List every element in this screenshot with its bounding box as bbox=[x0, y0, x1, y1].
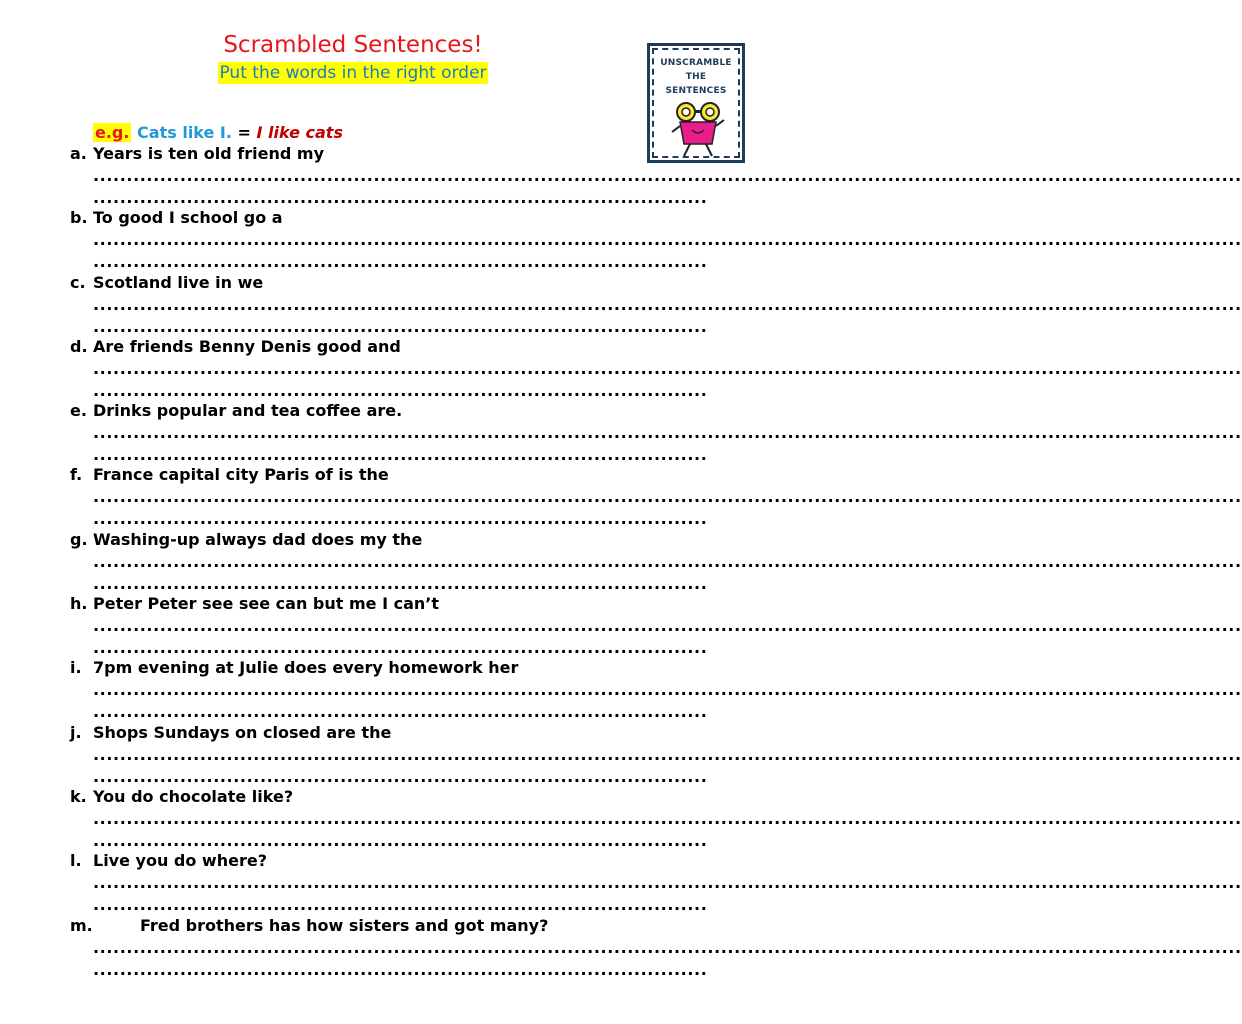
answer-line[interactable]: ............................................................................................................................................................................ bbox=[93, 166, 1242, 185]
scrambled-sentence: Peter Peter see see can but me I can’t bbox=[93, 594, 439, 614]
example-equals: = bbox=[237, 123, 251, 142]
sentence-item bbox=[0, 915, 1242, 979]
scrambled-sentence: Washing-up always dad does my the bbox=[93, 529, 423, 549]
answer-line-continued[interactable]: ............................................................................................ bbox=[93, 766, 708, 786]
item-marker: c. bbox=[70, 272, 86, 292]
item-marker: d. bbox=[70, 336, 88, 356]
answer-line-continued[interactable]: ............................................................................................ bbox=[93, 895, 708, 915]
scrambled-sentence: Years is ten old friend my bbox=[93, 144, 324, 163]
answer-line-continued[interactable]: ............................................................................................ bbox=[93, 702, 708, 722]
sentence-item bbox=[0, 464, 1242, 529]
sentence-item bbox=[0, 529, 1242, 593]
answer-line-continued[interactable]: ............................................................................................ bbox=[93, 573, 708, 593]
sentence-item bbox=[0, 850, 1242, 915]
answer-line-continued[interactable]: ............................................................................................ bbox=[93, 252, 708, 272]
example-answer: I like cats bbox=[256, 123, 343, 142]
sentence-item bbox=[0, 722, 1242, 786]
answer-line-continued[interactable]: ............................................................................................ bbox=[93, 445, 708, 465]
sentence-item bbox=[0, 593, 1242, 658]
answer-line[interactable]: ............................................................................................................................................................................ bbox=[93, 744, 1242, 764]
scrambled-sentence: Shops Sundays on closed are the bbox=[93, 722, 392, 742]
answer-line[interactable]: ............................................................................................................................................................................ bbox=[93, 937, 1242, 957]
answer-line-continued[interactable]: ............................................................................................ bbox=[93, 509, 708, 529]
answer-line[interactable]: ............................................................................................................................................................................ bbox=[93, 294, 1242, 314]
page-subtitle: Put the words in the right order bbox=[219, 63, 487, 83]
sentence-item bbox=[0, 336, 1242, 400]
answer-line[interactable]: ............................................................................................................................................................................ bbox=[93, 423, 1242, 443]
subtitle-container bbox=[0, 62, 706, 84]
answer-line[interactable]: ............................................................................................................................................................................ bbox=[93, 873, 1242, 893]
scrambled-sentence: France capital city Paris of is the bbox=[93, 465, 389, 485]
scrambled-sentence: Live you do where? bbox=[93, 851, 267, 871]
scrambled-sentence: Fred brothers has how sisters and got many? bbox=[140, 915, 549, 935]
answer-line-continued[interactable]: ............................................................................................ bbox=[93, 188, 708, 207]
item-marker: g. bbox=[70, 529, 88, 549]
scrambled-sentence: You do chocolate like? bbox=[93, 786, 294, 806]
answer-line[interactable]: ............................................................................................................................................................................ bbox=[93, 358, 1242, 378]
item-marker: m. bbox=[70, 915, 93, 935]
item-marker: i. bbox=[70, 658, 82, 678]
scrambled-sentence: 7pm evening at Julie does every homework her bbox=[93, 658, 519, 678]
answer-line[interactable]: ............................................................................................................................................................................ bbox=[93, 616, 1242, 636]
answer-line-continued[interactable]: ............................................................................................ bbox=[93, 830, 708, 850]
sentence-list bbox=[0, 143, 1242, 979]
sentence-item bbox=[0, 657, 1242, 722]
sentence-item bbox=[0, 272, 1242, 336]
answer-line-continued[interactable]: ............................................................................................ bbox=[93, 638, 708, 658]
sentence-item bbox=[0, 143, 1242, 207]
item-marker: l. bbox=[70, 851, 82, 871]
answer-line-continued[interactable]: ............................................................................................ bbox=[93, 959, 708, 979]
badge-text: UNSCRAMBLE THE SENTENCES bbox=[660, 58, 732, 96]
item-marker: k. bbox=[70, 786, 87, 806]
answer-line[interactable]: ............................................................................................................................................................................ bbox=[93, 808, 1242, 828]
example-line bbox=[93, 122, 343, 144]
example-tag: e.g. bbox=[95, 123, 130, 142]
scrambled-sentence: Scotland live in we bbox=[93, 272, 264, 292]
item-marker: f. bbox=[70, 465, 83, 485]
sentence-item bbox=[0, 786, 1242, 850]
sentence-item bbox=[0, 400, 1242, 465]
answer-line[interactable]: ............................................................................................................................................................................ bbox=[93, 230, 1242, 250]
item-marker: e. bbox=[70, 401, 87, 421]
answer-line[interactable]: ............................................................................................................................................................................ bbox=[93, 551, 1242, 571]
answer-line[interactable]: ............................................................................................................................................................................ bbox=[93, 487, 1242, 507]
scrambled-sentence: Drinks popular and tea coffee are. bbox=[93, 401, 403, 421]
scrambled-sentence: To good I school go a bbox=[93, 208, 283, 228]
item-marker: j. bbox=[70, 722, 82, 742]
answer-line-continued[interactable]: ............................................................................................ bbox=[93, 380, 708, 400]
scrambled-sentence: Are friends Benny Denis good and bbox=[93, 336, 401, 356]
page-title: Scrambled Sentences! bbox=[223, 32, 483, 58]
item-marker: b. bbox=[70, 208, 88, 228]
item-marker: a. bbox=[70, 144, 87, 163]
answer-line-continued[interactable]: ............................................................................................ bbox=[93, 316, 708, 336]
item-marker: h. bbox=[70, 594, 88, 614]
example-scrambled: Cats like I. bbox=[137, 123, 232, 142]
sentence-item bbox=[0, 207, 1242, 272]
answer-line[interactable]: ............................................................................................................................................................................ bbox=[93, 680, 1242, 700]
